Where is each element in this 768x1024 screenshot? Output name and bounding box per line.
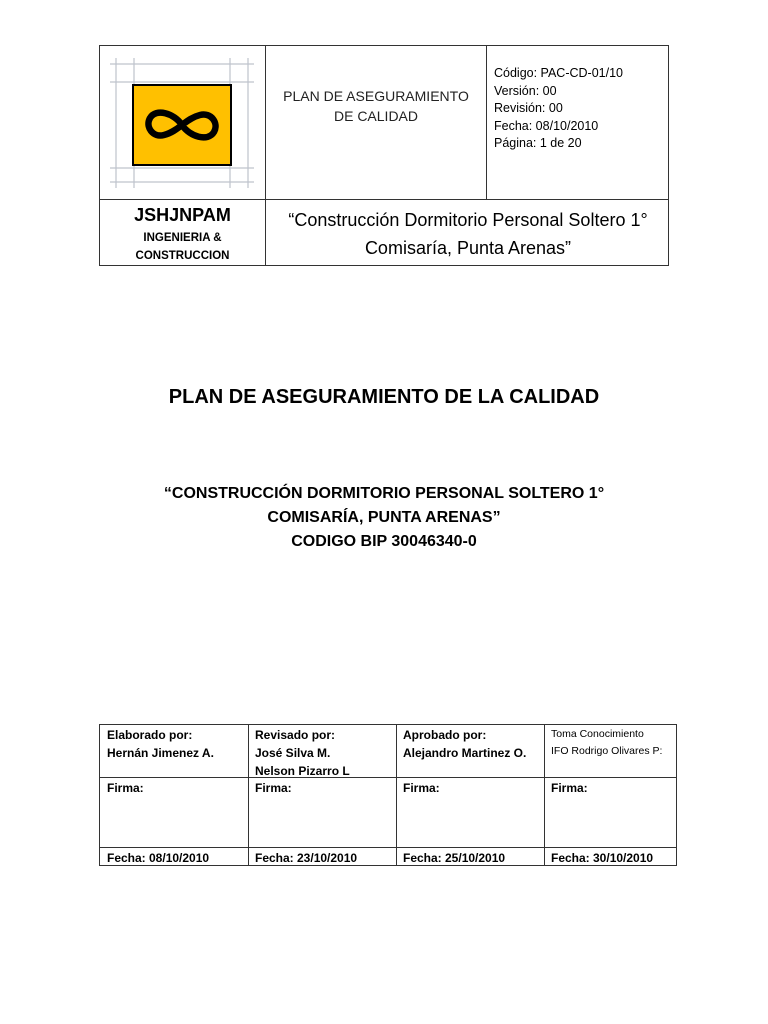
- project-name-line: Comisaría, Punta Arenas”: [364, 238, 572, 258]
- doc-revision: Revisión: 00: [494, 101, 563, 115]
- signature-firma-label: Firma:: [255, 781, 292, 795]
- project-bip-code: CODIGO BIP 30046340-0: [291, 533, 477, 550]
- signature-person: Alejandro Martinez O.: [403, 746, 527, 760]
- signature-cell-aprobado: [403, 726, 526, 762]
- signature-person: IFO Rodrigo Olivares P:: [551, 745, 663, 757]
- main-title: PLAN DE ASEGURAMIENTO DE LA CALIDAD: [168, 386, 600, 408]
- project-name: [266, 206, 670, 262]
- project-subtitle-line: “CONSTRUCCIÓN DORMITORIO PERSONAL SOLTERO 1°: [163, 485, 605, 502]
- table-divider: [100, 847, 676, 848]
- signature-date: Fecha: 30/10/2010: [551, 851, 654, 865]
- doc-date: Fecha: 08/10/2010: [494, 118, 599, 133]
- signature-cell-toma-conocimiento: [551, 726, 662, 760]
- signature-role: Revisado por:: [255, 728, 336, 742]
- company-subtitle-line: CONSTRUCCION: [135, 250, 230, 262]
- signature-cell-revisado: [255, 726, 350, 780]
- table-divider: [100, 777, 676, 778]
- table-divider: [396, 725, 397, 865]
- infinity-icon: [134, 86, 230, 164]
- signature-date: Fecha: 08/10/2010: [107, 851, 210, 865]
- signature-person: Nelson Pizarro L: [255, 764, 350, 778]
- signature-firma-label: Firma:: [403, 781, 440, 795]
- signature-role: Toma Conocimiento: [551, 728, 644, 740]
- signature-role: Elaborado por:: [107, 728, 193, 742]
- document-metadata: [494, 65, 664, 153]
- signature-firma-label: Firma:: [107, 781, 144, 795]
- signature-firma-label: Firma:: [551, 781, 588, 795]
- signature-person: Hernán Jimenez A.: [107, 746, 214, 760]
- document-header-table: [99, 45, 669, 266]
- doc-version: Versión: 00: [494, 83, 557, 98]
- signature-cell-elaborado: [107, 726, 214, 762]
- company-subtitle: [100, 229, 265, 265]
- document-title: [266, 86, 486, 126]
- company-logo: [110, 58, 254, 188]
- document-title-line: DE CALIDAD: [333, 108, 419, 124]
- company-subtitle-line: INGENIERIA &: [143, 232, 222, 244]
- logo-yellow-square: [132, 84, 232, 166]
- doc-code: Código: PAC-CD-01/10: [494, 66, 623, 80]
- table-divider: [248, 725, 249, 865]
- signature-date: Fecha: 25/10/2010: [403, 851, 506, 865]
- project-name-line: “Construcción Dormitorio Personal Soltero 1°: [288, 210, 648, 230]
- signature-role: Aprobado por:: [403, 728, 487, 742]
- signature-table: [99, 724, 677, 866]
- signature-date: Fecha: 23/10/2010: [255, 851, 358, 865]
- table-divider: [544, 725, 545, 865]
- company-block: [100, 200, 265, 265]
- project-subtitle: [0, 482, 768, 554]
- document-title-line: PLAN DE ASEGURAMIENTO: [283, 88, 469, 104]
- company-name: JSHJNPAM: [134, 205, 231, 225]
- header-divider: [486, 46, 487, 199]
- signature-person: José Silva M.: [255, 746, 331, 760]
- project-subtitle-line: COMISARÍA, PUNTA ARENAS”: [267, 509, 501, 526]
- doc-page-number: Página: 1 de 20: [494, 136, 582, 150]
